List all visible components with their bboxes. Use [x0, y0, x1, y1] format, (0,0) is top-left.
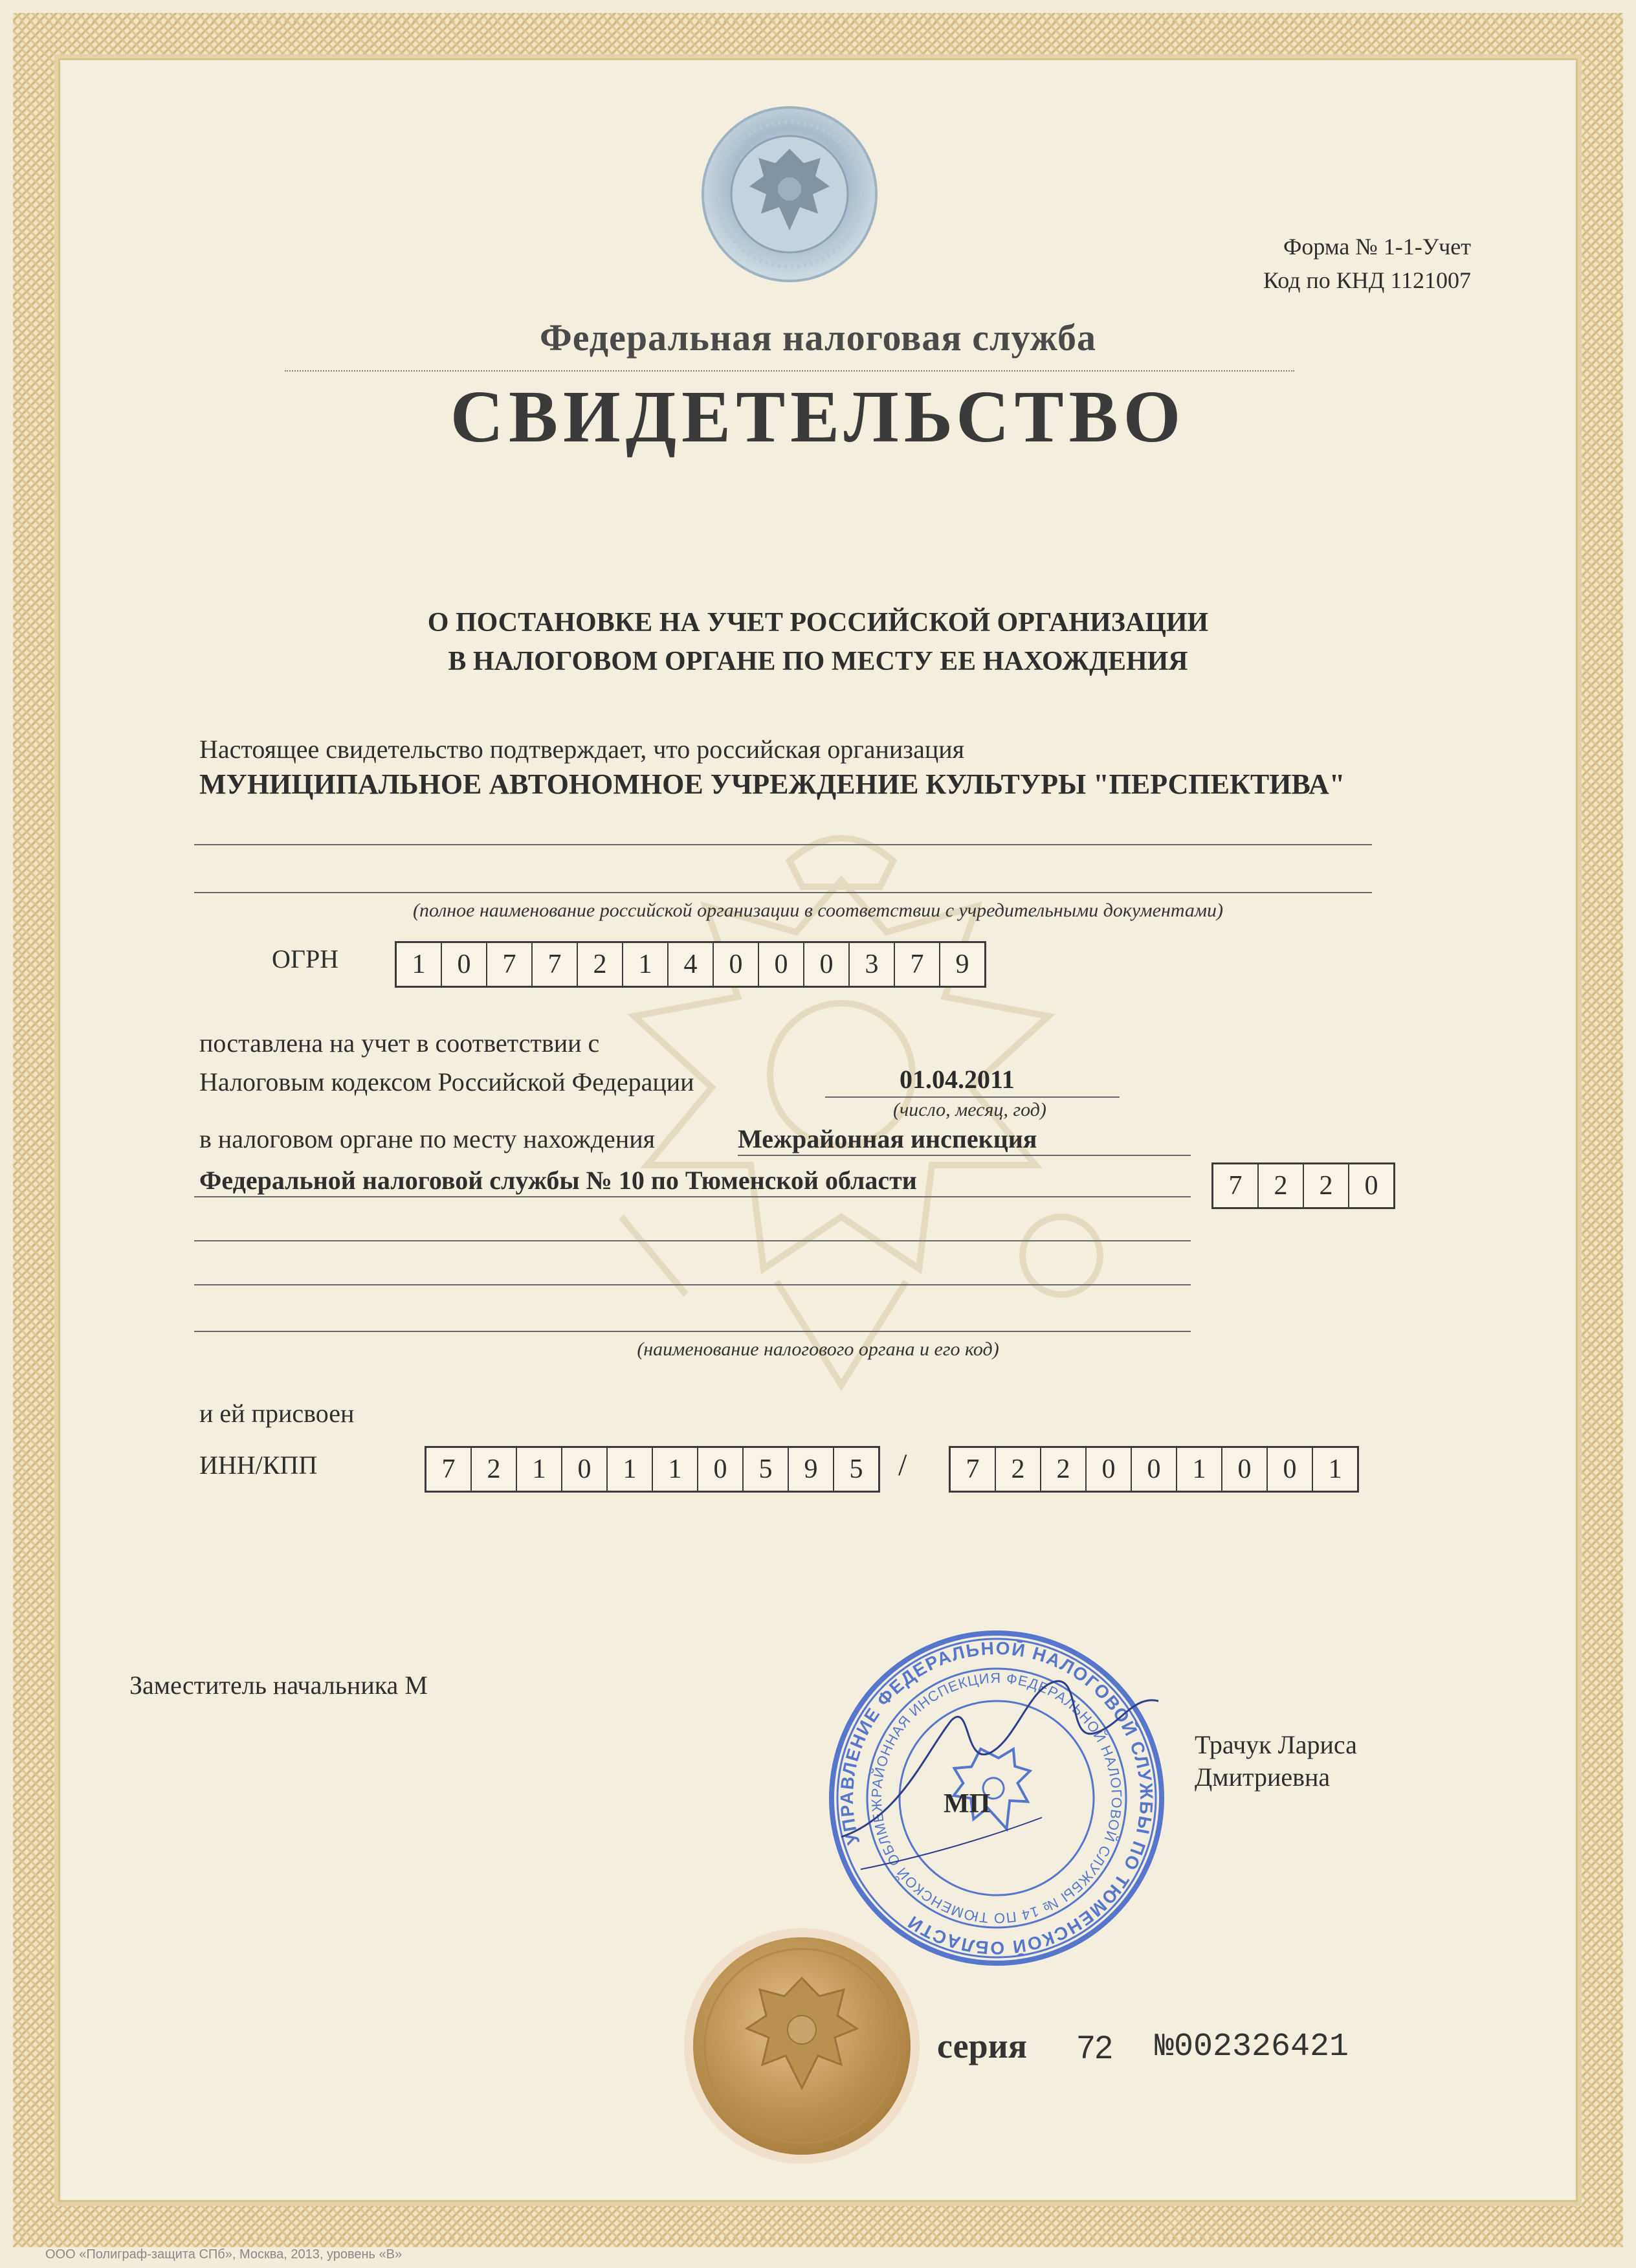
inn-digit-boxes: [425, 1446, 880, 1493]
signer-position: Заместитель начальника М: [129, 1671, 428, 1700]
inn-digit: 5: [744, 1448, 789, 1491]
stamp-outer-text: УПРАВЛЕНИЕ ФЕДЕРАЛЬНОЙ НАЛОГОВОЙ СЛУЖБЫ ПО ТЮМЕНСКОЙ ОБЛАСТИ: [836, 1638, 1157, 1959]
kpp-digit: 2: [1041, 1448, 1087, 1491]
ogrn-digit: 0: [759, 943, 804, 986]
inn-digit: 1: [517, 1448, 562, 1491]
tax-office-rule: [194, 1196, 1191, 1197]
tax-office-rule: [194, 1284, 1191, 1285]
inn-digit: 2: [472, 1448, 517, 1491]
organization-name-rule: [194, 844, 1372, 845]
ogrn-digit: 1: [623, 943, 669, 986]
signer-name-line-1: Трачук Лариса: [1195, 1730, 1357, 1759]
tax-office-name-line-2: Федеральной налоговой службы № 10 по Тюменской области: [199, 1166, 917, 1195]
knd-code: Код по КНД 1121007: [1263, 267, 1471, 293]
organization-name-rule: [194, 892, 1372, 893]
registration-date: 01.04.2011: [900, 1065, 1015, 1094]
stamp-mark: МП: [944, 1789, 991, 1819]
ogrn-digit: 7: [895, 943, 940, 986]
series-label: серия: [937, 2027, 1027, 2065]
kpp-digit-boxes: [949, 1446, 1359, 1493]
form-number: Форма № 1-1-Учет: [1283, 234, 1471, 260]
tax-office-code-digit: 2: [1304, 1164, 1349, 1207]
inn-digit: 5: [849, 1454, 863, 1484]
tax-office-caption: (наименование налогового органа и его код): [637, 1339, 999, 1360]
inn-digit: 9: [789, 1448, 834, 1491]
ogrn-digit: 1: [397, 943, 442, 986]
gold-seal-icon: [682, 1926, 922, 2166]
kpp-digit: 1: [1177, 1448, 1222, 1491]
kpp-digit: 2: [996, 1448, 1041, 1491]
inn-kpp-separator: /: [898, 1448, 907, 1482]
hologram-emblem-icon: [699, 104, 880, 285]
inn-digit: 1: [608, 1448, 653, 1491]
ogrn-label: ОГРН: [272, 944, 339, 973]
organization-name-caption: (полное наименование российской организации в соответствии с учредительными документами): [412, 900, 1224, 921]
inn-digit: 1: [653, 1448, 698, 1491]
intro-text: Настоящее свидетельство подтверждает, что российская организация: [199, 735, 965, 764]
ogrn-digit: 0: [804, 943, 850, 986]
assigned-text: и ей присвоен: [199, 1399, 355, 1428]
tax-office-rule: [738, 1155, 1191, 1156]
ogrn-digit: 9: [955, 950, 969, 979]
kpp-digit: 0: [1222, 1448, 1268, 1491]
tax-office-name-line-1: Межрайонная инспекция: [738, 1124, 1037, 1153]
inn-digit: 7: [426, 1448, 472, 1491]
ogrn-digit: 0: [714, 943, 759, 986]
inn-digit: 0: [562, 1448, 608, 1491]
signer-name-line-2: Дмитриевна: [1195, 1762, 1331, 1792]
certificate-number: №002326421: [1155, 2029, 1349, 2065]
tax-office-code-digit: 0: [1364, 1171, 1378, 1201]
registration-date-rule: [825, 1096, 1120, 1098]
tax-office-code-boxes: [1211, 1162, 1395, 1209]
ogrn-digit: 7: [487, 943, 533, 986]
kpp-digit: 0: [1087, 1448, 1132, 1491]
ogrn-digit: 3: [850, 943, 895, 986]
inn-digit: 0: [698, 1448, 744, 1491]
registration-text-line-2: Налоговым кодексом Российской Федерации: [199, 1067, 694, 1096]
kpp-digit: 7: [951, 1448, 996, 1491]
tax-office-rule: [194, 1331, 1191, 1332]
document-title: СВИДЕТЕЛЬСТВО: [450, 375, 1186, 458]
tax-office-rule: [194, 1240, 1191, 1241]
kpp-digit: 0: [1268, 1448, 1313, 1491]
issuer-name: Федеральная налоговая служба: [539, 317, 1097, 359]
ogrn-digit: 4: [669, 943, 714, 986]
printer-imprint: ООО «Полиграф-защита СПб», Москва, 2013, уровень «В»: [45, 2247, 403, 2262]
tax-office-code-digit: 2: [1259, 1164, 1304, 1207]
tax-office-label: в налоговом органе по месту нахождения: [199, 1124, 656, 1153]
official-stamp-icon: [822, 1623, 1171, 1973]
document-subtitle-line-2: В НАЛОГОВОМ ОРГАНЕ ПО МЕСТУ ЕЕ НАХОЖДЕНИЯ: [448, 647, 1188, 676]
kpp-digit: 0: [1132, 1448, 1177, 1491]
ogrn-digit: 2: [578, 943, 623, 986]
ogrn-digit: 7: [533, 943, 578, 986]
series-value: 72: [1077, 2029, 1113, 2065]
document-subtitle-line-1: О ПОСТАНОВКЕ НА УЧЕТ РОССИЙСКОЙ ОРГАНИЗАЦИИ: [427, 608, 1209, 638]
registration-text-line-1: поставлена на учет в соответствии с: [199, 1028, 600, 1058]
organization-name: МУНИЦИПАЛЬНОЕ АВТОНОМНОЕ УЧРЕЖДЕНИЕ КУЛЬТУРЫ "ПЕРСПЕКТИВА": [199, 768, 1345, 800]
ogrn-digit: 0: [442, 943, 487, 986]
inn-kpp-label: ИНН/КПП: [199, 1451, 318, 1480]
tax-office-code-digit: 7: [1213, 1164, 1259, 1207]
ogrn-digit-boxes: [395, 941, 986, 988]
kpp-digit: 1: [1328, 1454, 1342, 1484]
title-divider: [285, 370, 1294, 372]
registration-date-caption: (число, месяц, год): [893, 1099, 1046, 1120]
stamp-inner-text: МЕЖРАЙОННАЯ ИНСПЕКЦИЯ ФЕДЕРАЛЬНОЙ НАЛОГОВОЙ СЛУЖБЫ № 14 ПО ТЮМЕНСКОЙ ОБЛАСТИ: [868, 1669, 1125, 1927]
